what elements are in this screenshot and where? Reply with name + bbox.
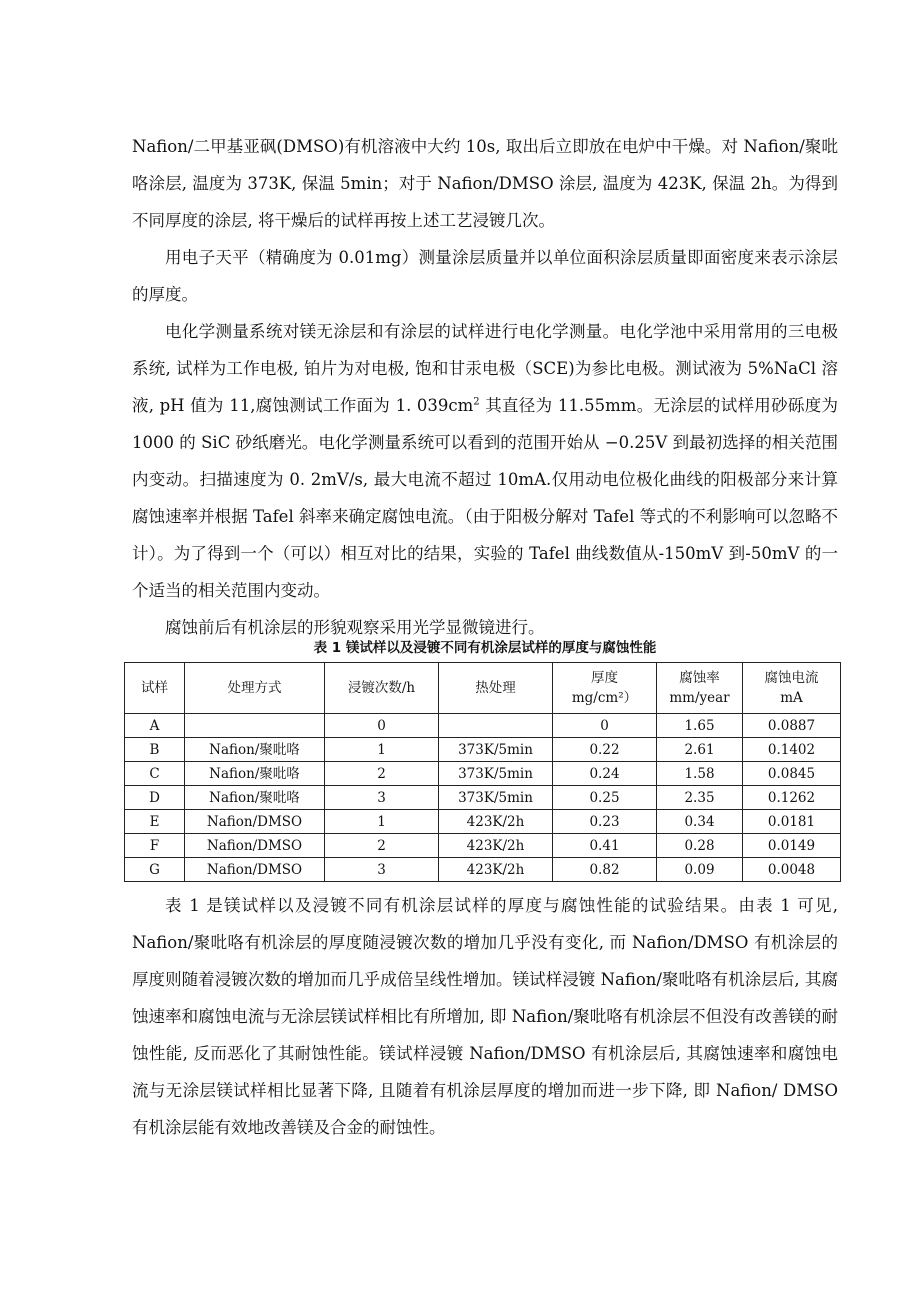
table-caption: 表 1 镁试样以及浸镀不同有机涂层试样的厚度与腐蚀性能 xyxy=(313,640,657,656)
cell-dip-count: 3 xyxy=(325,858,439,882)
cell-heat-treatment: 373K/5min xyxy=(439,738,553,762)
cell-sample: A xyxy=(125,714,185,738)
cell-sample: D xyxy=(125,786,185,810)
cell-corrosion-current: 0.0149 xyxy=(743,834,841,858)
cell-dip-count: 1 xyxy=(325,738,439,762)
table-row xyxy=(125,786,841,810)
cell-treatment xyxy=(185,714,325,738)
cell-thickness: 0.24 xyxy=(553,762,657,786)
cell-treatment: Nafion/DMSO xyxy=(185,834,325,858)
cell-dip-count: 0 xyxy=(325,714,439,738)
cell-treatment: Nafion/聚吡咯 xyxy=(185,762,325,786)
cell-thickness: 0.23 xyxy=(553,810,657,834)
cell-corrosion-rate: 1.65 xyxy=(657,714,743,738)
cell-sample: C xyxy=(125,762,185,786)
cell-dip-count: 2 xyxy=(325,834,439,858)
cell-thickness: 0.82 xyxy=(553,858,657,882)
cell-corrosion-current: 0.0048 xyxy=(743,858,841,882)
cell-dip-count: 1 xyxy=(325,810,439,834)
cell-sample: B xyxy=(125,738,185,762)
header-thickness xyxy=(553,663,657,714)
header-current-unit: mA xyxy=(780,690,803,706)
cell-heat-treatment: 423K/2h xyxy=(439,810,553,834)
table-row xyxy=(125,738,841,762)
table-row xyxy=(125,858,841,882)
cell-sample: G xyxy=(125,858,185,882)
header-rate-label: 腐蚀率 xyxy=(679,670,720,686)
table-header-row xyxy=(125,663,841,714)
cell-heat-treatment: 373K/5min xyxy=(439,786,553,810)
cell-heat-treatment: 423K/2h xyxy=(439,834,553,858)
cell-thickness: 0.22 xyxy=(553,738,657,762)
cell-treatment: Nafion/DMSO xyxy=(185,858,325,882)
header-corrosion-current xyxy=(743,663,841,714)
cell-sample: F xyxy=(125,834,185,858)
header-treatment: 处理方式 xyxy=(185,663,325,714)
cell-corrosion-current: 0.0181 xyxy=(743,810,841,834)
cell-treatment: Nafion/聚吡咯 xyxy=(185,786,325,810)
cell-corrosion-current: 0.1402 xyxy=(743,738,841,762)
cell-corrosion-rate: 2.35 xyxy=(657,786,743,810)
table-row xyxy=(125,810,841,834)
cell-dip-count: 2 xyxy=(325,762,439,786)
paragraph-thickness-measure: 用电子天平（精确度为 0.01mg）测量涂层质量并以单位面积涂层质量即面密度来表示涂层的厚度。 xyxy=(132,248,838,304)
cell-treatment: Nafion/DMSO xyxy=(185,810,325,834)
header-dip-count: 浸镀次数/h xyxy=(325,663,439,714)
header-thickness-label: 厚度 xyxy=(591,670,618,686)
paragraph-results-discussion: 表 1 是镁试样以及浸镀不同有机涂层试样的厚度与腐蚀性能的试验结果。由表 1 可见, Nafion/聚吡咯有机涂层的厚度随浸镀次数的增加几乎没有变化, 而 Nafion/DMSO 有机涂层的厚度则随着浸镀次数的增加而几乎成倍呈线性增加。镁试样浸镀 Nafion/聚吡咯有机涂层后, 其腐蚀速率和腐蚀电流与无涂层镁试样相比有所增加, 即 Nafion/聚吡咯有机涂层不但没有改善镁的耐蚀性能, 反而恶化了其耐蚀性能。镁试样浸镀 Nafion/DMSO 有机涂层后, 其腐蚀速率和腐蚀电流与无涂层镁试样相比显著下降, 且随着有机涂层厚度的增加而进一步下降, 即 Nafion/ DMSO 有机涂层能有效地改善镁及合金的耐蚀性。 xyxy=(132,896,838,1137)
paragraph-microscope: 腐蚀前后有机涂层的形貌观察采用光学显微镜进行。 xyxy=(165,618,545,637)
cell-corrosion-rate: 2.61 xyxy=(657,738,743,762)
header-thickness-unit: mg/cm²） xyxy=(571,690,638,706)
cell-sample: E xyxy=(125,810,185,834)
paragraph-dip-process: Nafion/二甲基亚砜(DMSO)有机溶液中大约 10s, 取出后立即放在电炉中干燥。对 Nafion/聚吡咯涂层, 温度为 373K, 保温 5min；对于 Nafion/DMSO 涂层, 温度为 423K, 保温 2h。为得到不同厚度的涂层, 将干燥后的试样再按上述工艺浸镀几次。 xyxy=(132,137,838,230)
header-current-label: 腐蚀电流 xyxy=(764,670,819,686)
cell-dip-count: 3 xyxy=(325,786,439,810)
cell-thickness: 0.25 xyxy=(553,786,657,810)
cell-thickness: 0 xyxy=(553,714,657,738)
header-rate-unit: mm/year xyxy=(669,690,730,706)
cell-corrosion-rate: 1.58 xyxy=(657,762,743,786)
cell-corrosion-rate: 0.28 xyxy=(657,834,743,858)
header-sample: 试样 xyxy=(125,663,185,714)
cell-corrosion-rate: 0.09 xyxy=(657,858,743,882)
cell-corrosion-current: 0.0887 xyxy=(743,714,841,738)
cell-thickness: 0.41 xyxy=(553,834,657,858)
cell-heat-treatment: 423K/2h xyxy=(439,858,553,882)
cell-corrosion-current: 0.0845 xyxy=(743,762,841,786)
table-row xyxy=(125,714,841,738)
table-row xyxy=(125,834,841,858)
superscript-2: 2 xyxy=(473,396,480,408)
table-row xyxy=(125,762,841,786)
body-text-lower xyxy=(132,887,838,1146)
header-heat-treatment: 热处理 xyxy=(439,663,553,714)
paragraph-electrochem xyxy=(132,313,838,609)
header-corrosion-rate xyxy=(657,663,743,714)
cell-corrosion-rate: 0.34 xyxy=(657,810,743,834)
table-body xyxy=(125,714,841,882)
electrochem-text-b: 其直径为 11.55mm。无涂层的试样用砂砾度为 1000 的 SiC 砂纸磨光。电化学测量系统可以看到的范围开始从 −0.25V 到最初选择的相关范围内变动。扫描速度为 0. 2mV/s, 最大电流不超过 10mA.仅用动电位极化曲线的阳极部分来计算腐蚀速率并根据 Tafel 斜率来确定腐蚀电流。（由于阳极分解对 Tafel 等式的不利影响可以忽略不计）。为了得到一个（可以）相互对比的结果，实验的 Tafel 曲线数值从-150mV 到-50mV 的一个适当的相关范围内变动。 xyxy=(132,396,838,600)
body-text-upper xyxy=(132,128,838,646)
cell-heat-treatment xyxy=(439,714,553,738)
cell-treatment: Nafion/聚吡咯 xyxy=(185,738,325,762)
results-table xyxy=(124,662,841,882)
electrochem-text-a: 电化学测量系统对镁无涂层和有涂层的试样进行电化学测量。电化学池中采用常用的三电极系统, 试样为工作电极, 铂片为对电极, 饱和甘汞电极（SCE)为参比电极。测试液为 5%NaCl 溶液, pH 值为 11,腐蚀测试工作面为 1. 039cm xyxy=(132,322,838,415)
cell-corrosion-current: 0.1262 xyxy=(743,786,841,810)
cell-heat-treatment: 373K/5min xyxy=(439,762,553,786)
